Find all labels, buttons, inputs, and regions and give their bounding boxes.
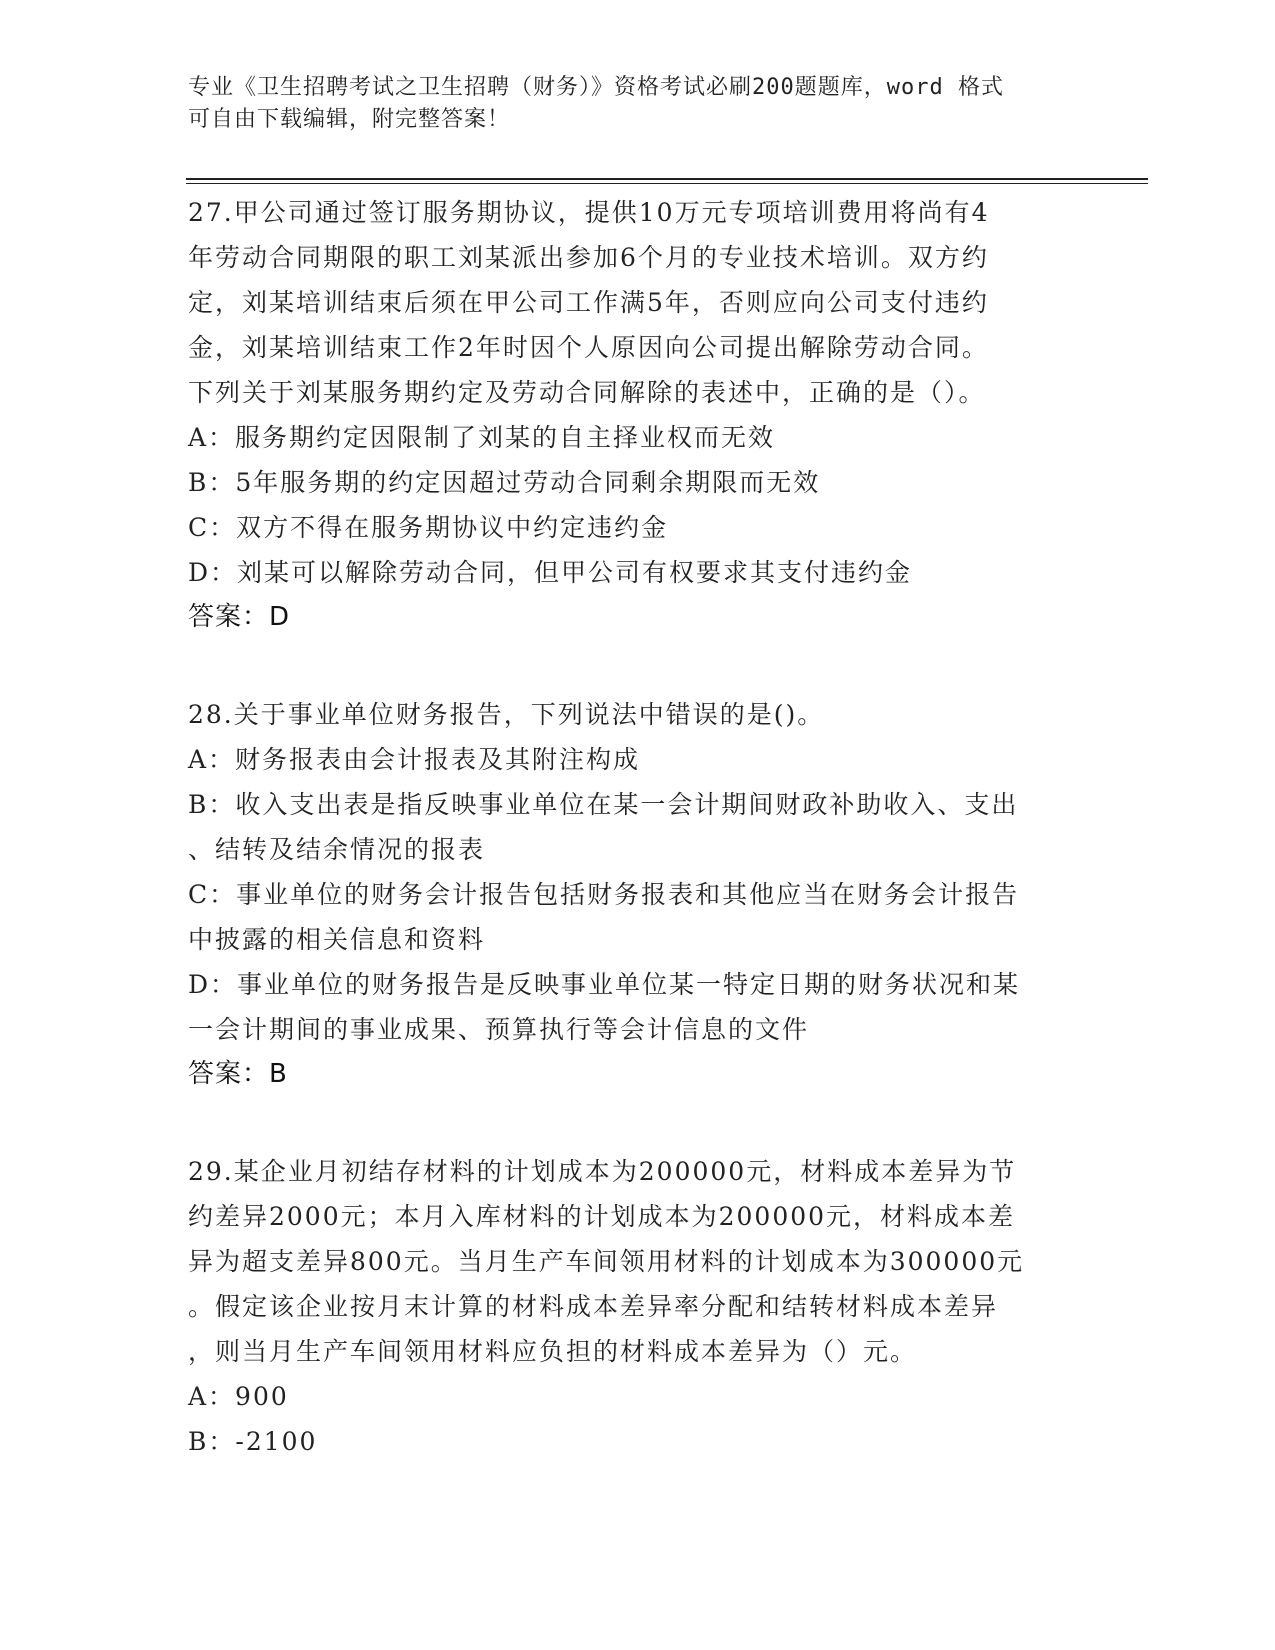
question-text-line: 28.关于事业单位财务报告，下列说法中错误的是()。 (188, 700, 825, 729)
option-d: D：事业单位的财务报告是反映事业单位某一特定日期的财务状况和某 (188, 970, 1021, 999)
header-divider-thin (186, 183, 1148, 184)
option-b: B：5年服务期的约定因超过劳动合同剩余期限而无效 (188, 468, 821, 497)
option-c: C：双方不得在服务期协议中约定违约金 (188, 513, 669, 542)
option-a: A：900 (188, 1382, 289, 1411)
option-d: D：刘某可以解除劳动合同，但甲公司有权要求其支付违约金 (188, 558, 913, 587)
question-28 (188, 692, 1068, 1097)
question-29 (188, 1149, 1068, 1464)
option-c-continued: 中披露的相关信息和资料 (188, 925, 486, 954)
question-list (188, 190, 1068, 1516)
question-text-line: 定，刘某培训结束后须在甲公司工作满5年，否则应向公司支付违约 (188, 288, 989, 317)
question-text-line: 金，刘某培训结束工作2年时因个人原因向公司提出解除劳动合同。 (188, 333, 989, 362)
question-text-line: ，则当月生产车间领用材料应负担的材料成本差异为（）元。 (188, 1337, 918, 1366)
document-header (188, 72, 1068, 136)
option-a: A：财务报表由会计报表及其附注构成 (188, 745, 641, 774)
question-text-line: 29.某企业月初结存材料的计划成本为200000元，材料成本差异为节 (188, 1157, 1017, 1186)
option-b: B：-2100 (188, 1427, 318, 1456)
option-c: C：事业单位的财务会计报告包括财务报表和其他应当在财务会计报告 (188, 880, 1020, 909)
answer-label: 答案：D (188, 602, 291, 632)
header-divider-thick (186, 178, 1148, 180)
answer-label: 答案：B (188, 1059, 288, 1089)
question-text-line: 。假定该企业按月末计算的材料成本差异率分配和结转材料成本差异 (188, 1292, 999, 1321)
option-b-continued: 、结转及结余情况的报表 (188, 835, 486, 864)
header-line-1: 专业《卫生招聘考试之卫生招聘（财务）》资格考试必刷200题题库，word 格式 (188, 75, 1004, 100)
question-text-line: 27.甲公司通过签订服务期协议，提供10万元专项培训费用将尚有4 (188, 198, 990, 227)
option-b: B：收入支出表是指反映事业单位在某一会计期间财政补助收入、支出 (188, 790, 1019, 819)
option-a: A：服务期约定因限制了刘某的自主择业权而无效 (188, 423, 776, 452)
question-text-line: 下列关于刘某服务期约定及劳动合同解除的表述中，正确的是（）。 (188, 378, 986, 407)
header-line-2: 可自由下载编辑，附完整答案！ (188, 107, 511, 132)
question-27 (188, 190, 1068, 640)
question-text-line: 年劳动合同期限的职工刘某派出参加6个月的专业技术培训。双方约 (188, 243, 989, 272)
question-text-line: 异为超支差异800元。当月生产车间领用材料的计划成本为300000元 (188, 1247, 1025, 1276)
question-text-line: 约差异2000元；本月入库材料的计划成本为200000元，材料成本差 (188, 1202, 1016, 1231)
option-d-continued: 一会计期间的事业成果、预算执行等会计信息的文件 (188, 1015, 810, 1044)
